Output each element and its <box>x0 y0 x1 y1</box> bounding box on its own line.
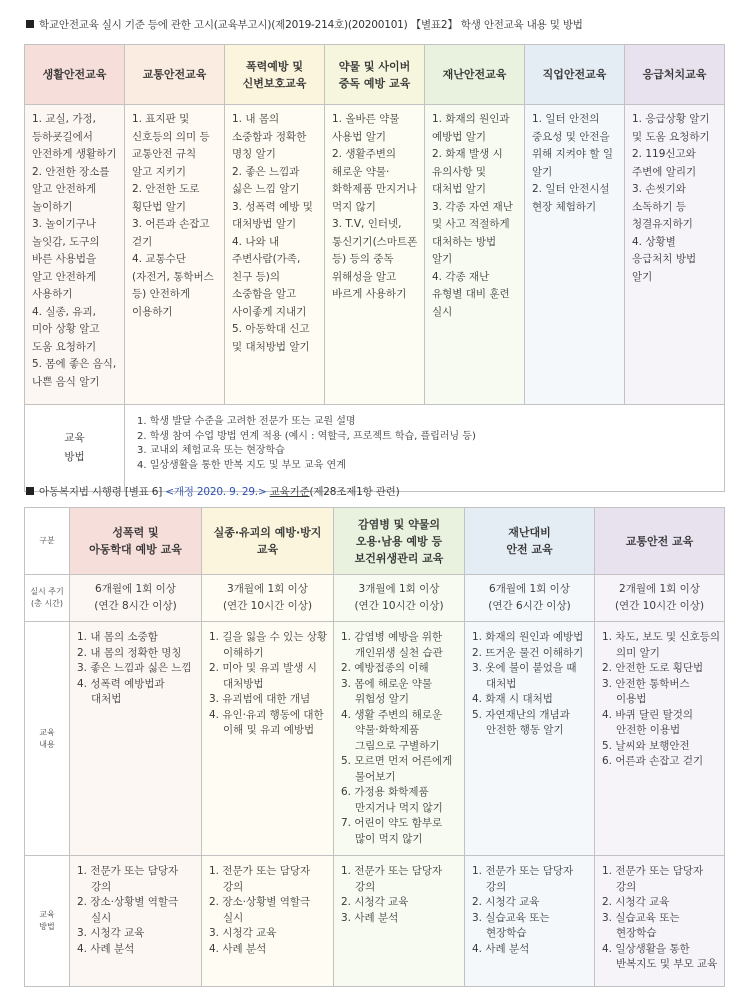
frequency-text: 6개월에 1회 이상 (연간 6시간 이상) <box>488 583 571 612</box>
header-traffic <box>595 508 725 575</box>
list-item: 4. 바퀴 달린 탈것의 안전한 이용법 <box>602 708 694 736</box>
list-item: 3. 실습교육 또는 현장학습 <box>472 911 550 939</box>
list-item: 1. 전문가 또는 담당자 강의 <box>602 865 704 893</box>
header-disaster-safety: 재난안전교육 <box>425 45 525 105</box>
list-item: 2. 뜨거운 물건 이해하기 <box>472 646 584 659</box>
section1-title: 학교안전교육 실시 기준 등에 관한 고시(교육부고시)(제2019-214호)(20200101) 【별표2】 학생 안전교육 내용 및 방법 <box>26 17 583 32</box>
list-item: 2. 안전한 도로 횡단법 <box>602 662 704 674</box>
list-item: 4. 사례 분석 <box>77 942 135 955</box>
method-item: 1. 학생 발달 수준을 고려한 전문가 또는 교원 설명 <box>137 416 356 427</box>
list-item: 3. 좋은 느낌과 싫은 느낌 <box>77 662 192 674</box>
content-cell <box>225 105 325 405</box>
header-sexual-violence <box>70 508 202 575</box>
list-item: 2. 장소·상황별 역할극 실시 <box>209 896 311 924</box>
method-list <box>202 856 334 987</box>
list-item: 5. 자연재난의 개념과 안전한 행동 알기 <box>472 708 570 736</box>
list-item: 3. 안전한 통학버스 이용법 <box>602 677 690 705</box>
list-item: 2. 시청각 교육 <box>602 896 670 908</box>
list-item: 1. 차도, 보도 및 신호등의 의미 알기 <box>602 631 720 659</box>
content-cell <box>625 105 725 405</box>
header-text: 폭력예방 및 신변보호교육 <box>242 59 307 90</box>
list-item: 3. 유괴범에 대한 개념 <box>209 693 311 705</box>
frequency-text: 6개월에 1회 이상 (연간 8시간 이상) <box>94 583 177 612</box>
content-text: 1. 화재의 원인과 예방법 알기 2. 화재 발생 시 유의사항 및 대처법 알기 3. 각종 자연 재난 및 사고 적절하게 대처하는 방법 알기 4. 각종 재난 유형별 대비 훈련 실시 <box>432 113 513 318</box>
list-item: 3. 시청각 교육 <box>77 927 145 939</box>
method-item: 2. 학생 참여 수업 방법 연계 적용 (예시 : 역할극, 프로젝트 학습, 플립러닝 등) <box>137 430 476 442</box>
square-bullet-icon <box>26 20 34 28</box>
row-label-category: 구분 <box>25 508 70 575</box>
list-item: 1. 화재의 원인과 예방법 <box>472 631 584 643</box>
content-text: 1. 일터 안전의 중요성 및 안전을 위해 지켜야 할 일 알기 2. 일터 안전시설 현장 체험하기 <box>532 113 614 213</box>
row-label-frequency <box>25 575 70 622</box>
table1-content-row <box>25 105 725 405</box>
header-text: 교통안전 교육 <box>625 534 694 548</box>
list-item: 1. 길을 잃을 수 있는 상황 이해하기 <box>209 631 327 659</box>
list-item: 2. 시청각 교육 <box>341 896 409 908</box>
list-item: 4. 유인·유괴 행동에 대한 이해 및 유괴 예방법 <box>209 708 324 736</box>
list-item: 3. 실습교육 또는 현장학습 <box>602 911 680 939</box>
content-text: 1. 응급상황 알기 및 도움 요청하기 2. 119신고와 주변에 알리기 3. 손씻기와 소독하기 등 청결유지하기 4. 상황별 응급처치 방법 알기 <box>632 113 710 283</box>
header-text: 성폭력 및 아동학대 예방 교육 <box>89 526 182 556</box>
criteria-link[interactable]: 교육기준 <box>269 486 310 498</box>
list-item: 2. 내 몸의 정확한 명칭 <box>77 646 182 659</box>
header-first-aid: 응급처치교육 <box>625 45 725 105</box>
method-list <box>595 856 725 987</box>
list-item: 5. 모르면 먼저 어른에게 물어보기 <box>341 755 453 783</box>
header-violence-prevention <box>225 45 325 105</box>
header-life-safety: 생활안전교육 <box>25 45 125 105</box>
method-item: 3. 교내외 체험교육 또는 현장학습 <box>137 445 285 456</box>
label-text: 교육 내용 <box>39 727 55 749</box>
list-item: 6. 가정용 화학제품 만지거나 먹지 않기 <box>341 786 443 814</box>
method-list <box>70 856 202 987</box>
list-item: 3. 시청각 교육 <box>209 927 277 939</box>
list-item: 2. 예방접종의 이해 <box>341 662 429 674</box>
list-item: 6. 어른과 손잡고 걷기 <box>602 755 704 767</box>
method-label <box>25 405 125 492</box>
list-item: 3. 사례 분석 <box>341 911 399 924</box>
content-list <box>465 622 595 856</box>
revision-date: <개정 2020. 9. 29.> <box>165 486 267 498</box>
row-label-method <box>25 856 70 987</box>
table2-header-row <box>25 508 725 575</box>
table1-method-row <box>25 405 725 492</box>
method-item: 4. 일상생활을 통한 반복 지도 및 부모 교육 연계 <box>137 459 346 471</box>
content-list <box>70 622 202 856</box>
content-cell <box>525 105 625 405</box>
frequency-text: 3개월에 1회 이상 (연간 10시간 이상) <box>354 583 444 612</box>
list-item: 3. 몸에 해로운 약물 위험성 알기 <box>341 677 433 705</box>
content-text: 1. 내 몸의 소중함과 정확한 명칭 알기 2. 좋은 느낌과 싫은 느낌 알기 3. 성폭력 예방 및 대처방법 알기 4. 나와 내 주변사람(가족, 친구 등)의 소중함을 알고 사이좋게 지내기 5. 아동학대 신고 및 대처방법 알기 <box>232 113 313 353</box>
content-cell <box>25 105 125 405</box>
method-label-text: 교육 방법 <box>64 432 85 463</box>
content-cell <box>425 105 525 405</box>
table1-header-row <box>25 45 725 105</box>
header-text: 약물 및 사이버 중독 예방 교육 <box>338 59 411 90</box>
header-job-safety: 직업안전교육 <box>525 45 625 105</box>
frequency-cell <box>595 575 725 622</box>
list-item: 1. 내 몸의 소중함 <box>77 631 158 643</box>
row-label-content <box>25 622 70 856</box>
content-list <box>202 622 334 856</box>
list-item: 1. 감염병 예방을 위한 개인위생 실천 습관 <box>341 631 443 659</box>
list-item: 2. 시청각 교육 <box>472 896 540 908</box>
content-cell <box>325 105 425 405</box>
content-text: 1. 표지판 및 신호등의 의미 등 교통안전 규칙 알고 지키기 2. 안전한 도로 횡단법 알기 3. 어른과 손잡고 걷기 4. 교통수단(자전거, 통학버스 등) 안전하게 이용하기 <box>132 113 214 318</box>
frequency-text: 3개월에 1회 이상 (연간 10시간 이상) <box>222 583 313 612</box>
list-item: 4. 생활 주변의 해로운 약물·화학제품 그림으로 구별하기 <box>341 708 443 752</box>
header-traffic-safety: 교통안전교육 <box>125 45 225 105</box>
list-item: 2. 장소·상황별 역할극 실시 <box>77 896 179 924</box>
header-missing-kidnap <box>202 508 334 575</box>
list-item: 1. 전문가 또는 담당자 강의 <box>209 865 311 893</box>
section2-title <box>26 484 400 499</box>
frequency-cell <box>465 575 595 622</box>
section2-title-suffix: (제28조제1항 관련) <box>309 486 400 498</box>
header-text: 재난대비 안전 교육 <box>506 526 553 556</box>
content-text: 1. 교실, 가정, 등하굣길에서 안전하게 생활하기 2. 안전한 장소를 알고 안전하게 놀이하기 3. 놀이기구나 놀잇감, 도구의 바른 사용법을 알고 안전하게 사용하기 4. 실종, 유괴, 미아 상황 알고 도움 요청하기 5. 몸에 좋은 음식, 나쁜 음식 알기 <box>32 113 117 388</box>
frequency-cell <box>202 575 334 622</box>
list-item: 1. 전문가 또는 담당자 강의 <box>77 865 179 893</box>
list-item: 4. 사례 분석 <box>472 942 530 955</box>
list-item: 4. 사례 분석 <box>209 942 267 955</box>
header-text: 실종·유괴의 예방·방지 교육 <box>213 526 322 556</box>
header-drug-cyber <box>325 45 425 105</box>
label-text: 실시 주기 (총 시간) <box>30 587 64 608</box>
content-list <box>334 622 465 856</box>
method-list <box>334 856 465 987</box>
label-text: 교육 방법 <box>39 910 55 931</box>
content-cell <box>125 105 225 405</box>
table2-content-row <box>25 622 725 856</box>
method-list <box>125 405 725 492</box>
list-item: 1. 전문가 또는 담당자 강의 <box>341 865 443 893</box>
section2-title-prefix: 아동복지법 시행령 [별표 6] <box>39 486 163 498</box>
square-bullet-icon <box>26 487 34 495</box>
method-list <box>465 856 595 987</box>
frequency-cell <box>70 575 202 622</box>
table2-method-row <box>25 856 725 987</box>
header-infection-drug <box>334 508 465 575</box>
list-item: 1. 전문가 또는 담당자 강의 <box>472 865 574 893</box>
list-item: 3. 옷에 불이 붙었을 때 대처법 <box>472 662 577 690</box>
list-item: 2. 미아 및 유괴 발생 시 대처방법 <box>209 662 317 690</box>
child-welfare-table <box>24 507 725 987</box>
school-safety-table <box>24 44 725 492</box>
header-disaster <box>465 508 595 575</box>
frequency-cell <box>334 575 465 622</box>
list-item: 5. 날씨와 보행안전 <box>602 739 690 752</box>
content-text: 1. 올바른 약물 사용법 알기 2. 생활주변의 해로운 약물·화학제품 만지거나 먹지 않기 3. T.V, 인터넷, 통신기기(스마트폰 등) 등의 중독 위해성을 알고 바르게 사용하기 <box>332 113 418 300</box>
table2-frequency-row <box>25 575 725 622</box>
list-item: 4. 일상생활을 통한 반복지도 및 부모 교육 <box>602 942 718 970</box>
list-item: 4. 화재 시 대처법 <box>472 693 553 705</box>
list-item: 4. 성폭력 예방법과 대처법 <box>77 677 165 705</box>
content-list <box>595 622 725 856</box>
header-text: 감염병 및 약물의 오용·남용 예방 등 보건위생관리 교육 <box>354 517 444 565</box>
list-item: 7. 어린이 약도 함부로 많이 먹지 않기 <box>341 817 443 845</box>
frequency-text: 2개월에 1회 이상 (연간 10시간 이상) <box>614 583 705 612</box>
